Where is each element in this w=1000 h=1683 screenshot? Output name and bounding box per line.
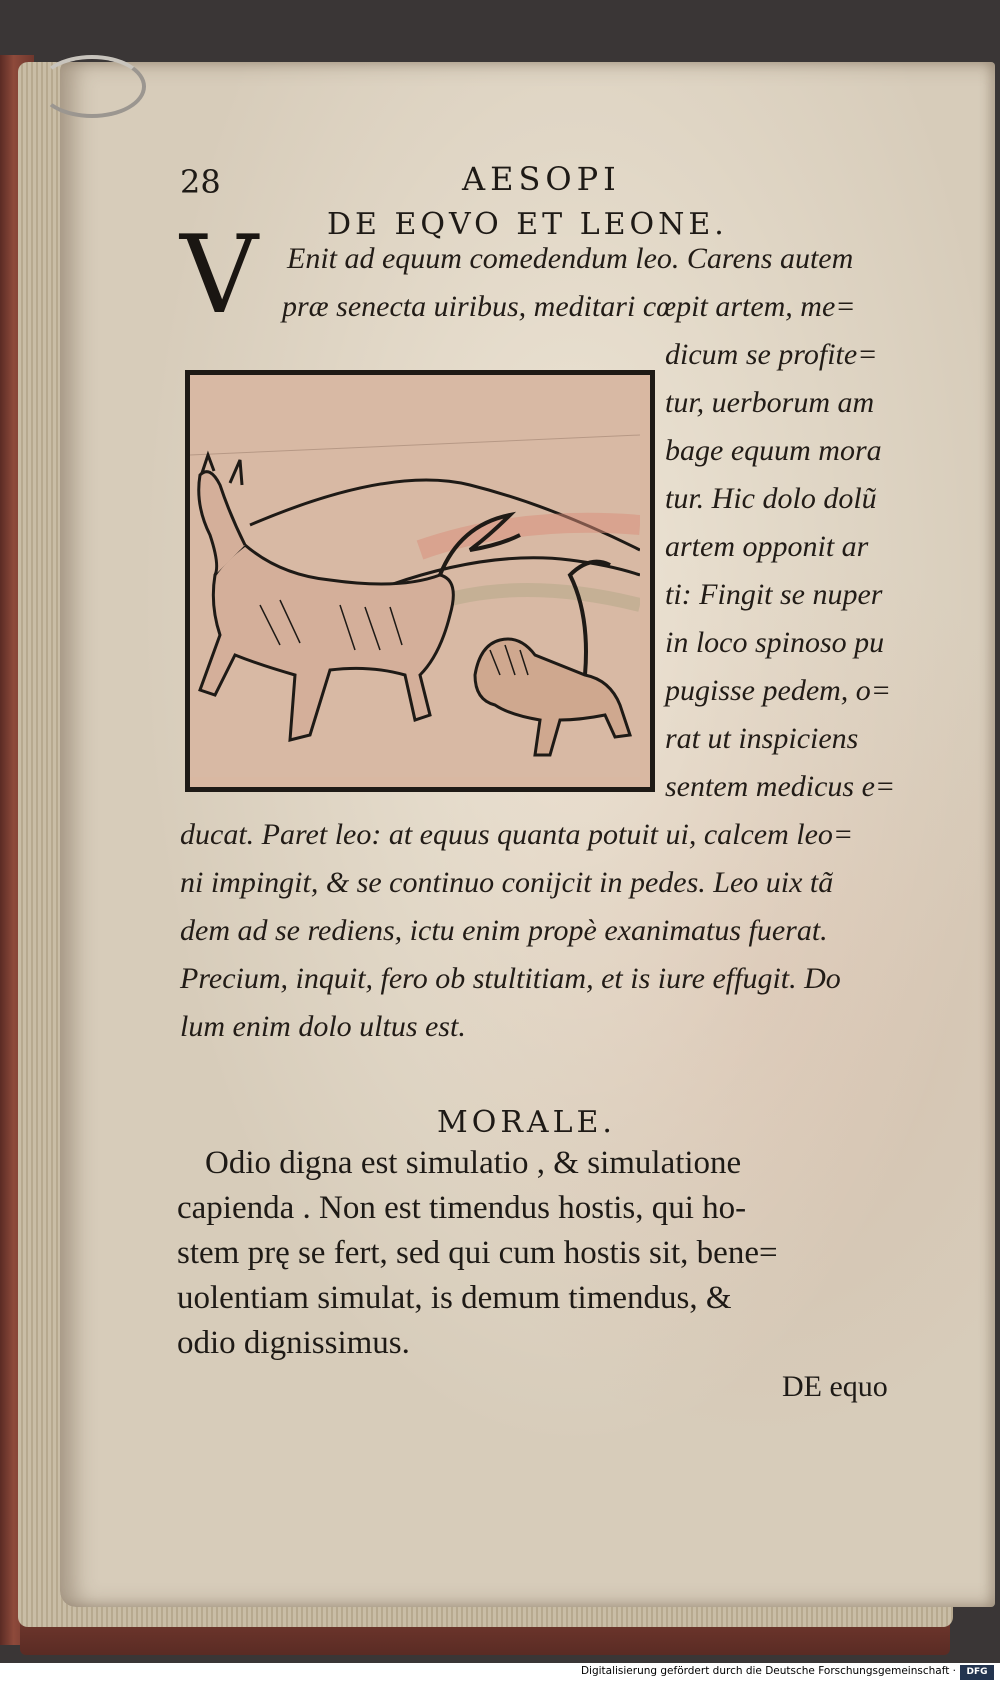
moral-line: capienda . Non est timendus hostis, qui ho-: [177, 1190, 747, 1226]
fable-line: artem opponit ar: [665, 530, 869, 563]
moral-title: MORALE.: [437, 1105, 616, 1140]
fable-line: bage equum mora: [665, 434, 882, 467]
fable-line: ducat. Paret leo: at equus quanta potuit ui, calcem leo=: [180, 818, 854, 851]
fable-line: rat ut inspiciens: [665, 722, 859, 755]
fable-line: ti: Fingit se nuper: [665, 578, 883, 611]
moral-line: Odio digna est simulatio , & simulatione: [205, 1145, 742, 1181]
fable-line: in loco spinoso pu: [665, 626, 885, 659]
moral-line: stem prę se fert, sed qui cum hostis sit, bene=: [177, 1235, 778, 1271]
woodcut-illustration: [185, 370, 655, 792]
fable-title: DE EQVO ET LEONE.: [327, 207, 728, 242]
catchword: DE equo: [782, 1370, 888, 1403]
fable-line: præ senecta uiribus, meditari cœpit artem, me=: [282, 290, 856, 323]
running-head: AESOPI: [462, 160, 621, 198]
moral-line: odio dignissimus.: [177, 1325, 410, 1361]
fable-line: tur, uerborum am: [665, 386, 875, 419]
horse-lion-woodcut-icon: [190, 375, 640, 777]
fable-line: lum enim dolo ultus est.: [180, 1010, 466, 1043]
fable-line: dicum se profite=: [665, 338, 878, 371]
fable-line: sentem medicus e=: [665, 770, 896, 803]
fable-line: pugisse pedem, o=: [665, 674, 892, 707]
moral-line: uolentiam simulat, is demum timendus, &: [177, 1280, 732, 1316]
fable-line: ni impingit, & se continuo conijcit in pedes. Leo uix tã: [180, 866, 834, 899]
page-number: 28: [180, 163, 221, 201]
drop-cap: V: [180, 213, 258, 338]
dfg-logo-icon: DFG: [960, 1665, 994, 1680]
footer-credit: Digitalisierung gefördert durch die Deutsche Forschungsgemeinschaft ·: [580, 1665, 956, 1677]
fable-line: Precium, inquit, fero ob stultitiam, et is iure effugit. Do: [180, 962, 841, 995]
fable-line: dem ad se rediens, ictu enim propè exanimatus fuerat.: [180, 914, 828, 947]
fable-line: tur. Hic dolo dolũ: [665, 482, 877, 515]
fable-line: Enit ad equum comedendum leo. Carens autem: [287, 242, 854, 275]
page-clip-icon: [38, 55, 146, 118]
